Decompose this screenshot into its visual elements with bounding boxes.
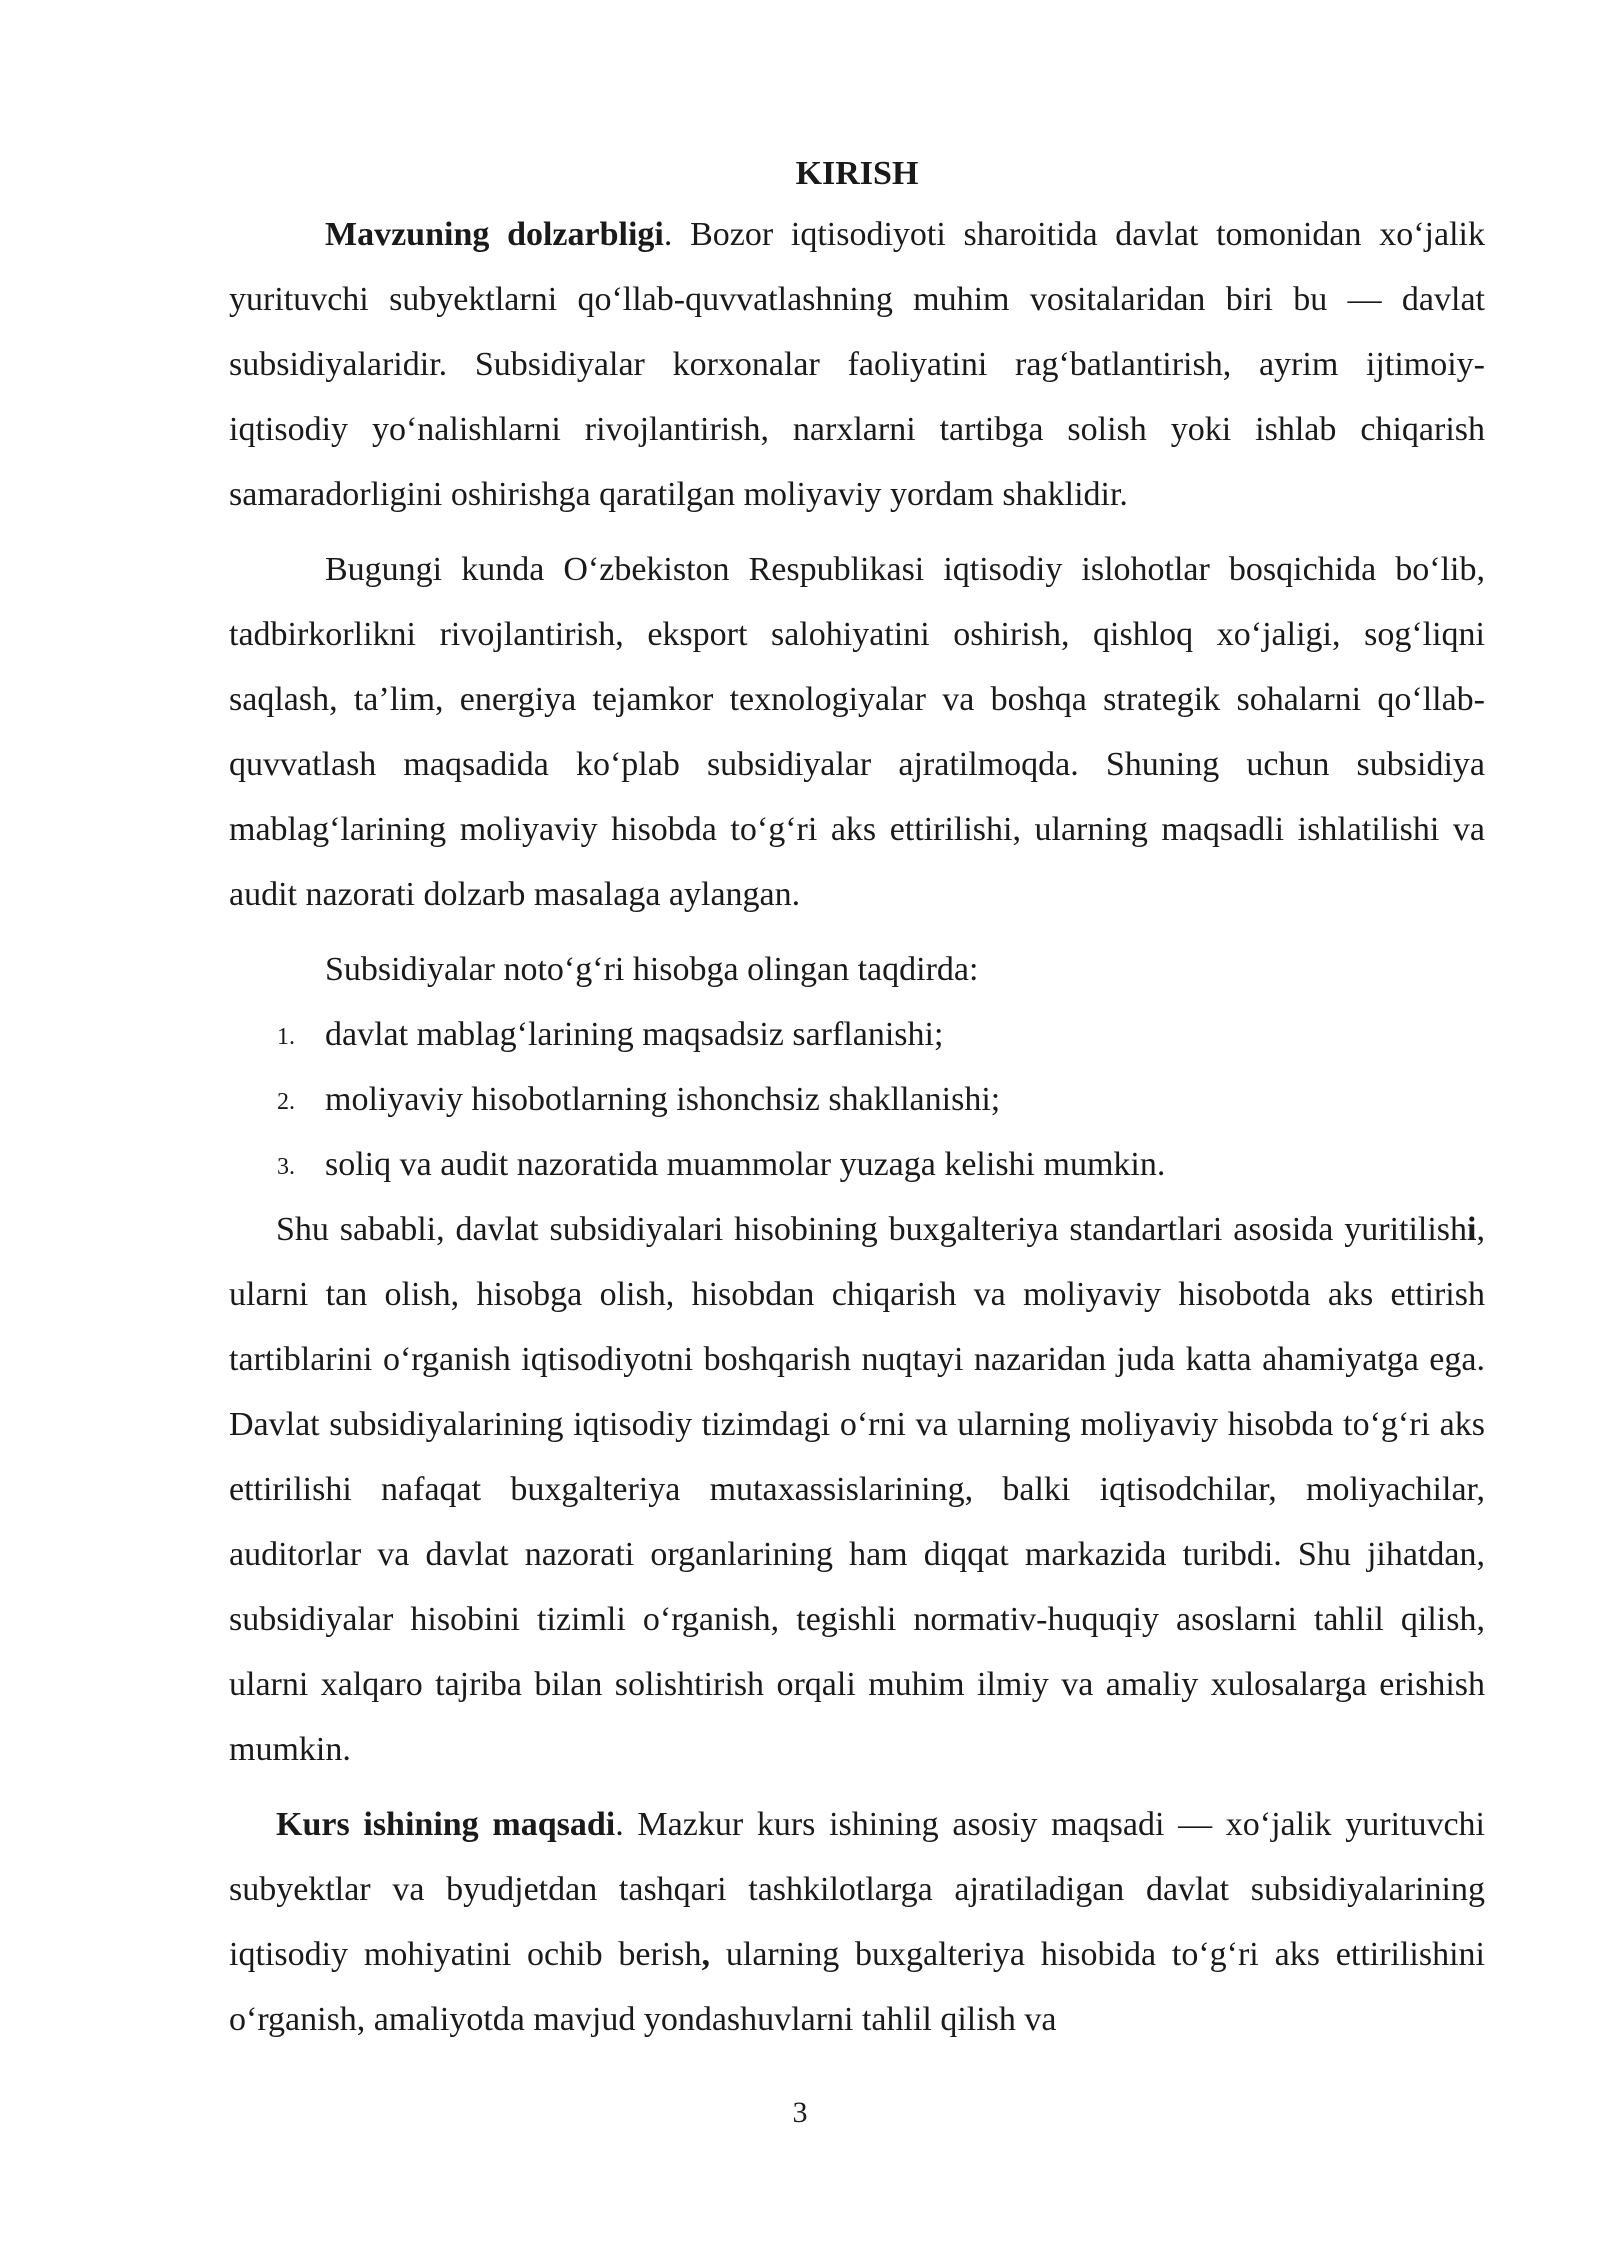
list-number: 1. <box>277 1024 295 1050</box>
paragraph-relevance <box>229 202 1485 527</box>
list-item-text: soliq va audit nazoratida muammolar yuzaga kelishi mumkin. <box>325 1146 1166 1183</box>
paragraph-uzbekistan: Bugungi kunda O‘zbekiston Respublikasi iqtisodiy islohotlar bosqichida bo‘lib, tadbirkorlikni rivojlantirish, eksport salohiyatini oshirish, qishloq xo‘jaligi, sog‘liqni saqlash, ta’lim, energiya tejamkor texnologiyalar va boshqa strategik sohalarni qo‘llab-quvvatlash maqsadida ko‘plab subsidiyalar ajratilmoqda. Shuning uchun subsidiya mablag‘larining moliyaviy hisobda to‘g‘ri aks ettirilishi, ularning maqsadli ishlatilishi va audit nazorati dolzarb masalaga aylangan. <box>229 551 1485 913</box>
list-item-text: davlat mablag‘larining maqsadsiz sarflanishi; <box>325 1016 944 1053</box>
page-number: 3 <box>792 2096 808 2129</box>
paragraph-list-intro: Subsidiyalar noto‘g‘ri hisobga olingan taqdirda: <box>325 951 979 988</box>
relevance-heading-period: . <box>663 216 673 253</box>
paragraph-course-goal <box>229 1792 1485 2052</box>
list-item <box>229 1002 1485 1067</box>
list-number: 2. <box>277 1089 295 1115</box>
bold-letter: i <box>1467 1211 1477 1248</box>
list-item <box>229 1067 1485 1132</box>
goal-text-start: Mazkur kurs ishining asosiy maqsadi — xo‘jalik yurituvchi subyektlar va byudjetdan tashqari tashkilotlarga ajratiladigan davlat subsidiyalarining iqtisodiy mohiyatini ochib berish <box>229 1806 1485 1973</box>
relevance-heading: Mavzuning dolzarbligi <box>325 216 664 253</box>
goal-text-rest: ularning buxgalteriya hisobida to‘g‘ri aks ettirilishini o‘rganish, amaliyotda mavjud yondashuvlarni tahlil qilish va <box>229 1936 1485 2038</box>
list-item-text: moliyaviy hisobotlarning ishonchsiz shakllanishi; <box>325 1081 1001 1118</box>
goal-heading-period: . <box>615 1806 624 1843</box>
section-title: KIRISH <box>795 155 919 192</box>
bold-comma: , <box>701 1936 711 1973</box>
consequences-list <box>229 1002 1485 1197</box>
list-number: 3. <box>277 1154 295 1180</box>
relevance-text: Bozor iqtisodiyoti sharoitida davlat tomonidan xo‘jalik yurituvchi subyektlarni qo‘llab-quvvatlashning muhim vositalaridan biri bu — davlat subsidiyalaridir. Subsidiyalar korxonalar faoliyatini rag‘batlantirish, ayrim ijtimoiy-iqtisodiy yo‘nalishlarni rivojlantirish, narxlarni tartibga solish yoki ishlab chiqarish samaradorligini oshirishga qaratilgan moliyaviy yordam shaklidir. <box>229 216 1485 513</box>
list-item <box>229 1132 1485 1197</box>
document-page <box>229 146 1485 2052</box>
accounting-text-rest: , ularni tan olish, hisobga olish, hisobdan chiqarish va moliyaviy hisobotda aks ettirish tartiblarini o‘rganish iqtisodiyotni boshqarish nuqtayi nazaridan juda katta ahamiyatga ega. Davlat subsidiyalarining iqtisodiy tizimdagi o‘rni va ularning moliyaviy hisobda to‘g‘ri aks ettirilishi nafaqat buxgalteriya mutaxassislarining, balki iqtisodchilar, moliyachilar, auditorlar va davlat nazorati organlarining ham diqqat markazida turibdi. Shu jihatdan, subsidiyalar hisobini tizimli o‘rganish, tegishli normativ-huquqiy asoslarni tahlil qilish, ularni xalqaro tajriba bilan solishtirish orqali muhim ilmiy va amaliy xulosalarga erishish mumkin. <box>229 1211 1485 1768</box>
paragraph-accounting-importance <box>229 1197 1485 1782</box>
goal-heading: Kurs ishining maqsadi <box>276 1806 616 1843</box>
accounting-text-start: Shu sababli, davlat subsidiyalari hisobining buxgalteriya standartlari asosida yuritilish <box>276 1211 1468 1248</box>
